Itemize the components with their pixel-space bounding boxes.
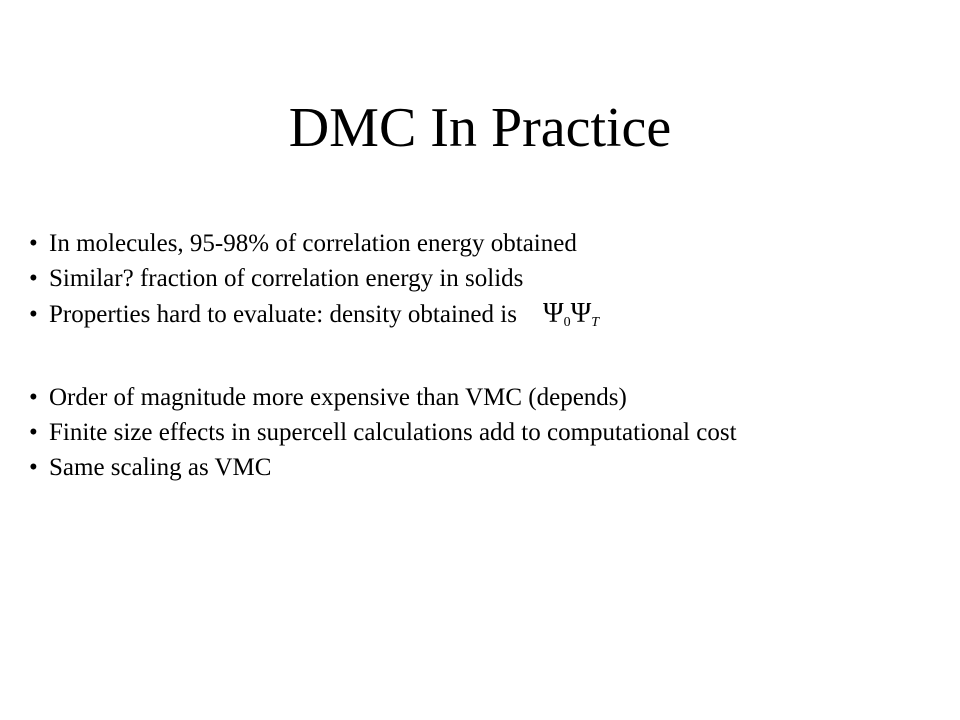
bullet-text: Finite size effects in supercell calculations add to computational cost xyxy=(49,419,737,446)
bullet-marker: • xyxy=(29,384,38,411)
bullet-marker: • xyxy=(29,419,38,446)
density-formula xyxy=(543,296,599,340)
bullet-text: In molecules, 95-98% of correlation energy obtained xyxy=(49,230,577,257)
psi-subscript-0: 0 xyxy=(563,315,571,330)
bullet-list-group-1 xyxy=(29,226,949,331)
bullet-marker: • xyxy=(29,301,38,328)
slide-title: DMC In Practice xyxy=(288,97,672,159)
bullet-marker: • xyxy=(29,454,38,481)
bullet-text: Similar? fraction of correlation energy in solids xyxy=(49,265,524,292)
bullet-item xyxy=(29,450,949,485)
bullet-item xyxy=(29,296,949,331)
bullet-marker: • xyxy=(29,230,38,257)
bullet-text: Order of magnitude more expensive than VMC (depends) xyxy=(49,384,627,411)
bullet-text: Properties hard to evaluate: density obtained is xyxy=(49,301,517,328)
bullet-marker: • xyxy=(29,265,38,292)
bullet-item xyxy=(29,261,949,296)
bullet-item xyxy=(29,226,949,261)
psi-subscript-t: T xyxy=(591,315,600,330)
psi-symbol-1: Ψ xyxy=(542,298,564,329)
bullet-text: Same scaling as VMC xyxy=(49,454,272,481)
bullet-list-group-2 xyxy=(29,380,949,485)
bullet-item xyxy=(29,380,949,415)
psi-symbol-2: Ψ xyxy=(570,298,592,329)
bullet-item xyxy=(29,415,949,450)
